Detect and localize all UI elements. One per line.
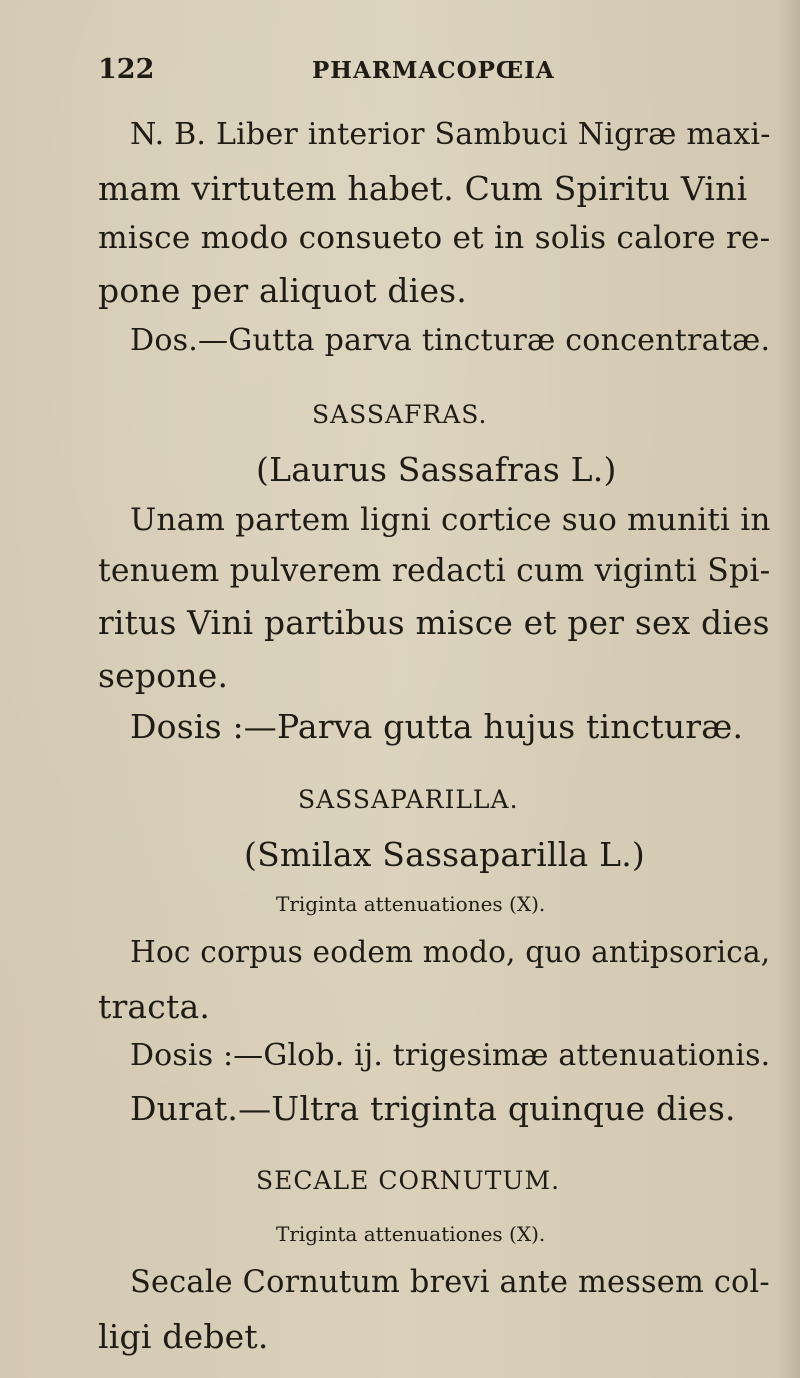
sassafras-title: SASSAFRAS. bbox=[312, 400, 488, 429]
page-number: 122 bbox=[98, 54, 155, 85]
sassaparilla-title: SASSAPARILLA. bbox=[298, 785, 519, 814]
sassafras-line-3: ritus Vini partibus misce et per sex dies bbox=[98, 603, 770, 642]
sassaparilla-durat: Durat.—Ultra triginta quinque dies. bbox=[130, 1089, 736, 1128]
sassaparilla-line-1: Hoc corpus eodem modo, quo antipsorica, bbox=[130, 935, 771, 969]
sassaparilla-dosis: Dosis :—Glob. ij. trigesimæ attenuationis. bbox=[130, 1038, 771, 1073]
sassafras-subtitle: (Laurus Sassafras L.) bbox=[256, 450, 617, 489]
note-line-3: misce modo consueto et in solis calore re- bbox=[98, 220, 771, 256]
sassafras-line-1: Unam partem ligni cortice suo muniti in bbox=[130, 502, 771, 538]
note-line-4: pone per aliquot dies. bbox=[98, 271, 467, 310]
note-dosis: Dos.—Gutta parva tincturæ concentratæ. bbox=[130, 323, 771, 358]
page-edge-shadow bbox=[778, 0, 800, 1378]
secale-line-2: ligi debet. bbox=[98, 1317, 269, 1356]
sassaparilla-attenuation: Triginta attenuationes (X). bbox=[276, 892, 546, 916]
sassaparilla-line-2: tracta. bbox=[98, 987, 211, 1026]
secale-line-1: Secale Cornutum brevi ante messem col- bbox=[130, 1265, 770, 1300]
secale-title: SECALE CORNUTUM. bbox=[256, 1166, 561, 1195]
sassafras-dosis: Dosis :—Parva gutta hujus tincturæ. bbox=[130, 707, 744, 746]
secale-attenuation: Triginta attenuationes (X). bbox=[276, 1222, 546, 1246]
running-title: PHARMACOPŒIA bbox=[312, 57, 555, 84]
sassaparilla-subtitle: (Smilax Sassaparilla L.) bbox=[244, 835, 645, 874]
note-line-2: mam virtutem habet. Cum Spiritu Vini bbox=[98, 169, 748, 208]
sassafras-line-2: tenuem pulverem redacti cum viginti Spi- bbox=[98, 553, 771, 589]
note-line-1: N. B. Liber interior Sambuci Nigræ maxi- bbox=[130, 117, 771, 152]
sassafras-line-4: sepone. bbox=[98, 656, 229, 695]
